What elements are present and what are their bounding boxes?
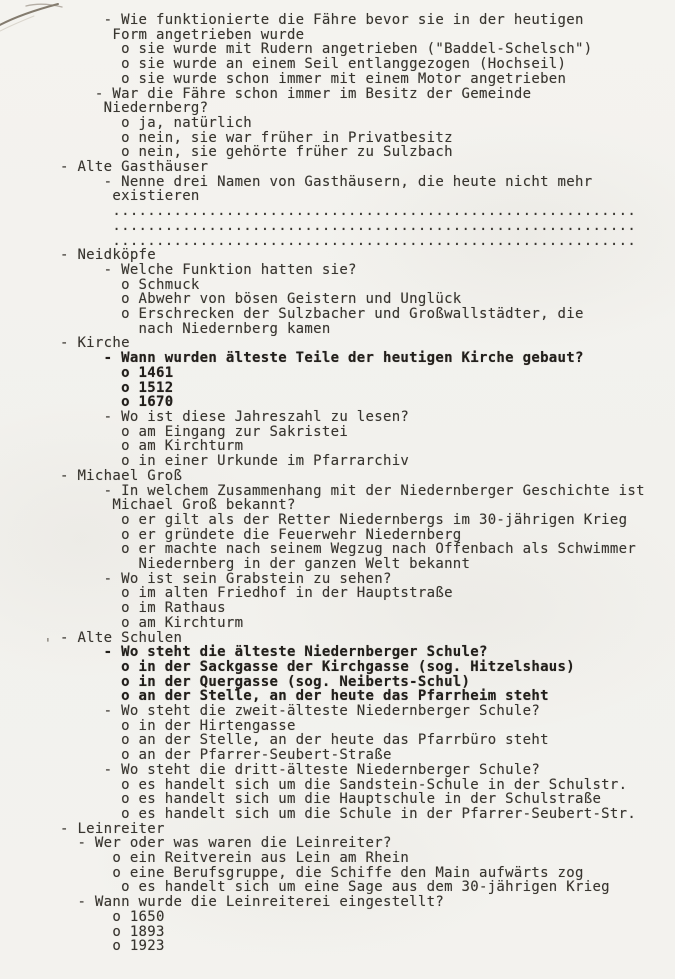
question-line: - Wo ist sein Grabstein zu sehen? — [60, 570, 392, 587]
option-line: o in der Quergasse (sog. Neiberts-Schul) — [60, 673, 471, 690]
section-heading-line: - Michael Groß — [60, 467, 183, 484]
question-cont-line: Form angetrieben wurde — [60, 26, 305, 43]
option-line: o nein, sie gehörte früher zu Sulzbach — [60, 144, 453, 161]
option-line: o im alten Friedhof in der Hauptstraße — [60, 585, 453, 602]
option-line: o ein Reitverein aus Lein am Rhein — [60, 850, 410, 867]
scan-speck-artifact: ' — [44, 637, 52, 652]
question-line: - Wann wurde die Leinreiterei eingestellt? — [60, 894, 445, 911]
option-line: o an der Stelle, an der heute das Pfarrbüro steht — [60, 732, 549, 749]
option-line: o am Kirchturm — [60, 614, 244, 631]
option-line: o es handelt sich um die Hauptschule in der Schulstraße — [60, 791, 602, 808]
option-line: o es handelt sich um die Schule in der Pfarrer-Seubert-Str. — [60, 805, 637, 822]
option-line: o 1670 — [60, 394, 174, 411]
option-line: o er gründete die Feuerwehr Niedernberg — [60, 526, 462, 543]
question-line: - In welchem Zusammenhang mit der Niedernberger Geschichte ist — [60, 482, 645, 499]
option-line: o 1512 — [60, 379, 174, 396]
question-line: - Welche Funktion hatten sie? — [60, 261, 357, 278]
question-line: - Wann wurden älteste Teile der heutigen Kirche gebaut? — [60, 350, 584, 367]
option-line: o ja, natürlich — [60, 114, 253, 131]
option-cont-line: nach Niedernberg kamen — [60, 320, 331, 337]
option-line: o 1893 — [60, 923, 165, 940]
dotted-answer-line: ............................................................ — [60, 217, 637, 234]
option-line: o es handelt sich um die Sandstein-Schule in der Schulstr. — [60, 776, 628, 793]
option-line: o am Eingang zur Sakristei — [60, 423, 349, 440]
option-line: o sie wurde schon immer mit einem Motor angetrieben — [60, 70, 567, 87]
option-line: o in der Hirtengasse — [60, 717, 296, 734]
question-line: - Wo ist diese Jahreszahl zu lesen? — [60, 408, 410, 425]
option-line: o an der Stelle, an der heute das Pfarrheim steht — [60, 688, 549, 705]
option-line: o in der Sackgasse der Kirchgasse (sog. Hitzelshaus) — [60, 658, 575, 675]
section-heading-line: - Leinreiter — [60, 820, 165, 837]
question-line: - Wie funktionierte die Fähre bevor sie in der heutigen — [60, 12, 584, 28]
option-line: o an der Pfarrer-Seubert-Straße — [60, 747, 392, 764]
question-line: - Wo steht die älteste Niedernberger Schule? — [60, 644, 488, 661]
option-line: o Erschrecken der Sulzbacher und Großwallstädter, die — [60, 306, 584, 323]
option-line: o sie wurde an einem Seil entlanggezogen (Hochseil) — [60, 56, 567, 73]
section-heading-line: - Alte Schulen — [60, 629, 183, 646]
section-heading-line: - Neidköpfe — [60, 247, 157, 264]
option-line: o 1923 — [60, 938, 165, 955]
question-cont-line: Niedernberg? — [60, 100, 209, 117]
question-line: - Nenne drei Namen von Gasthäusern, die heute nicht mehr — [60, 173, 593, 190]
option-line: o er gilt als der Retter Niedernbergs im 30-jährigen Krieg — [60, 511, 628, 528]
option-line: o 1461 — [60, 364, 174, 381]
option-line: o Schmuck — [60, 276, 200, 293]
option-line: o eine Berufsgruppe, die Schiffe den Main aufwärts zog — [60, 864, 584, 881]
option-cont-line: Niedernberg in der ganzen Welt bekannt — [60, 556, 471, 573]
question-line: - War die Fähre schon immer im Besitz der Gemeinde — [60, 85, 532, 102]
question-line: - Wo steht die zweit-älteste Niedernberger Schule? — [60, 703, 541, 720]
dotted-answer-line: ............................................................ — [60, 232, 637, 249]
option-line: o es handelt sich um eine Sage aus dem 30-jährigen Krieg — [60, 879, 610, 896]
question-line: - Wo steht die dritt-älteste Niedernberger Schule? — [60, 761, 541, 778]
option-line: o sie wurde mit Rudern angetrieben ("Baddel-Schelsch") — [60, 41, 593, 58]
question-line: - Wer oder was waren die Leinreiter? — [60, 835, 392, 852]
option-line: o im Rathaus — [60, 600, 226, 617]
question-cont-line: Michael Groß bekannt? — [60, 497, 296, 514]
option-line: o er machte nach seinem Wegzug nach Offenbach als Schwimmer — [60, 541, 637, 558]
dotted-answer-line: ............................................................ — [60, 203, 637, 220]
document-lines — [60, 13, 675, 954]
option-line: o Abwehr von bösen Geistern und Unglück — [60, 291, 462, 308]
option-line: o nein, sie war früher in Privatbesitz — [60, 129, 453, 146]
option-line: o 1650 — [60, 908, 165, 925]
section-heading-line: - Kirche — [60, 335, 130, 352]
option-line: o in einer Urkunde im Pfarrarchiv — [60, 453, 410, 470]
option-line: o am Kirchturm — [60, 438, 244, 455]
question-cont-line: existieren — [60, 188, 200, 205]
section-heading-line: - Alte Gasthäuser — [60, 159, 209, 176]
